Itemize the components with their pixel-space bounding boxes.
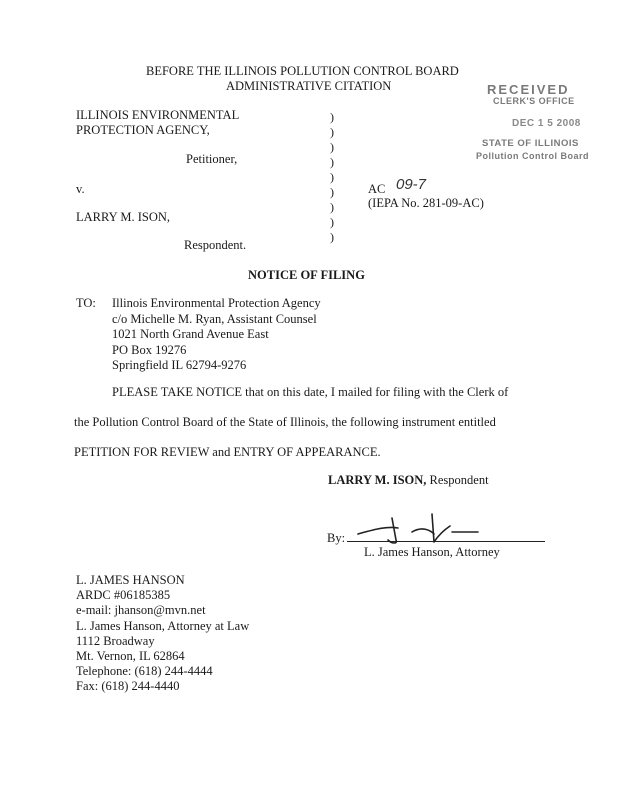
case-prefix: AC — [368, 182, 386, 196]
party-name: LARRY M. ISON, — [328, 473, 427, 487]
stamp-date: DEC 1 5 2008 — [512, 118, 581, 129]
address-line: c/o Michelle M. Ryan, Assistant Counsel — [112, 311, 317, 326]
caption-paren: ) — [330, 140, 334, 154]
attorney-line: Telephone: (618) 244-4444 — [76, 664, 213, 679]
attorney-contact — [76, 573, 249, 695]
header-line-1: BEFORE THE ILLINOIS POLLUTION CONTROL BOARD — [146, 64, 459, 78]
caption-paren: ) — [330, 230, 334, 244]
signature-party — [328, 473, 489, 488]
notice-title: NOTICE OF FILING — [248, 268, 365, 282]
caption-paren: ) — [330, 110, 334, 124]
body-line-1: PLEASE TAKE NOTICE that on this date, I mailed for filing with the Clerk of — [112, 385, 509, 399]
attorney-line: e-mail: jhanson@mvn.net — [76, 603, 206, 618]
stamp-board: Pollution Control Board — [476, 151, 589, 161]
respondent-name: LARRY M. ISON, — [76, 210, 170, 224]
address-line: Springfield IL 62794-9276 — [112, 358, 247, 372]
caption-paren: ) — [330, 125, 334, 139]
petitioner-role: Petitioner, — [186, 152, 238, 166]
by-label: By: — [327, 531, 346, 545]
address-line: Illinois Environmental Protection Agency — [112, 296, 321, 310]
attorney-line: L. JAMES HANSON — [76, 573, 185, 587]
caption-paren: ) — [330, 215, 334, 229]
stamp-state: STATE OF ILLINOIS — [482, 138, 579, 149]
iepa-number: (IEPA No. 281-09-AC) — [368, 196, 484, 210]
caption-paren: ) — [330, 155, 334, 169]
stamp-office: CLERK'S OFFICE — [493, 96, 575, 106]
party-role: Respondent — [429, 473, 489, 487]
attorney-line: Mt. Vernon, IL 62864 — [76, 649, 185, 664]
petitioner-name-line-1: ILLINOIS ENVIRONMENTAL — [76, 108, 240, 122]
handwritten-signature — [352, 510, 482, 546]
address-line: 1021 North Grand Avenue East — [112, 327, 269, 341]
body-line-3: PETITION FOR REVIEW and ENTRY OF APPEARANCE. — [74, 445, 381, 459]
attorney-line: L. James Hanson, Attorney at Law — [76, 618, 250, 633]
stamp-received: RECEIVED — [487, 82, 570, 97]
attorney-line: 1112 Broadway — [76, 633, 155, 648]
header-line-2: ADMINISTRATIVE CITATION — [226, 79, 392, 93]
attorney-line: ARDC #06185385 — [76, 588, 171, 603]
caption-paren: ) — [330, 170, 334, 184]
recipient-address — [112, 296, 321, 374]
caption-paren: ) — [330, 200, 334, 214]
petitioner-name-line-2: PROTECTION AGENCY, — [76, 123, 210, 137]
to-label: TO: — [76, 296, 96, 310]
signer-name: L. James Hanson, Attorney — [364, 545, 500, 559]
versus: v. — [76, 182, 85, 196]
respondent-role: Respondent. — [184, 238, 247, 252]
attorney-line: Fax: (618) 244-4440 — [76, 679, 180, 694]
caption-paren: ) — [330, 185, 334, 199]
case-number-handwritten: 09-7 — [396, 176, 427, 193]
address-line: PO Box 19276 — [112, 342, 187, 357]
body-line-2: the Pollution Control Board of the State of Illinois, the following instrument entitled — [74, 415, 496, 429]
